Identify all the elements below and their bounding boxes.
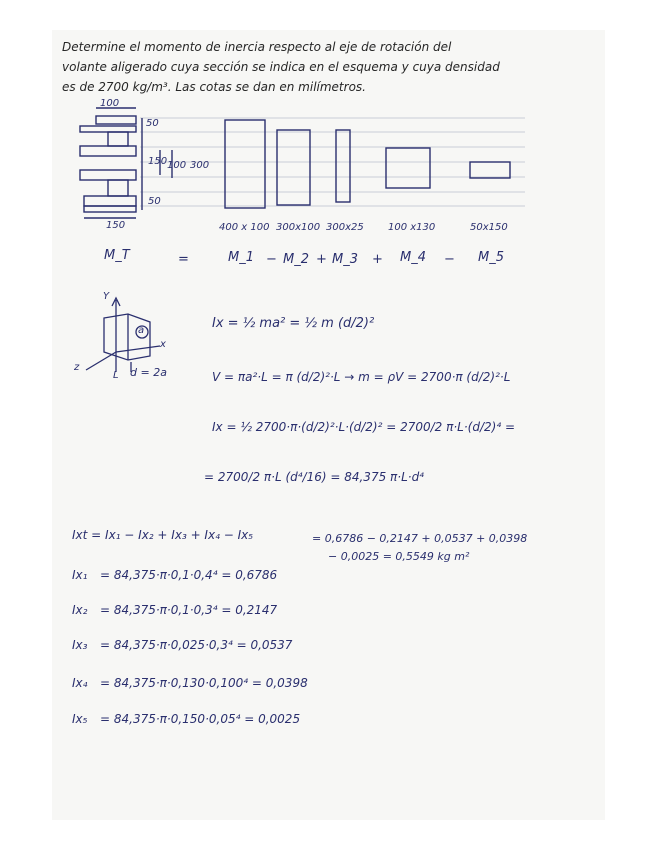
problem-line-2: volante aligerado cuya sección se indica en el esquema y cuya densidad (62, 60, 500, 74)
dim-bottom-width: 150 (106, 220, 126, 231)
axis-z-label: z (74, 362, 80, 373)
moment-op3: + (372, 252, 383, 267)
length-L-label: L (113, 370, 119, 381)
derivation-eq-4: = 2700/2 π·L (d⁴/16) = 84,375 π·L·d⁴ (204, 470, 424, 484)
component-4-label: Ix₄ (72, 676, 88, 690)
dim-top-width: 100 (100, 98, 120, 109)
moment-m1: M_1 (228, 250, 254, 265)
problem-line-3: es de 2700 kg/m³. Las cotas se dan en milímetros. (62, 80, 366, 94)
derivation-eq-3: Ix = ½ 2700·π·(d/2)²·L·(d/2)² = 2700/2 π·L·(d/2)⁴ = (212, 420, 516, 434)
component-2-label: Ix₂ (72, 603, 88, 617)
component-1-label: Ix₁ (72, 568, 88, 582)
rect-label-2: 300x100 (276, 222, 321, 233)
component-5-label: Ix₅ (72, 712, 88, 726)
component-1-expr: = 84,375·π·0,1·0,4⁴ = 0,6786 (100, 568, 278, 582)
component-3-label: Ix₃ (72, 638, 88, 652)
dim-flange-top: 50 (146, 118, 159, 129)
dim-web-gap: 150 (148, 156, 168, 167)
component-4-expr: = 84,375·π·0,130·0,100⁴ = 0,0398 (100, 676, 308, 690)
dim-inner-height: 100 (167, 160, 187, 171)
moment-m3: M_3 (332, 252, 358, 267)
rect-label-1: 400 x 100 (219, 222, 270, 233)
total-values-line-1: = 0,6786 − 0,2147 + 0,0537 + 0,0398 (312, 532, 528, 545)
axis-y-label: Y (103, 291, 110, 302)
radius-a-label: a (138, 325, 145, 336)
rect-label-4: 100 x130 (388, 222, 436, 233)
component-5-expr: = 84,375·π·0,150·0,05⁴ = 0,0025 (100, 712, 301, 726)
component-3-expr: = 84,375·π·0,025·0,3⁴ = 0,0537 (100, 638, 293, 652)
moment-total: M_T (104, 248, 130, 263)
total-values-line-2: − 0,0025 = 0,5549 kg m² (328, 550, 470, 563)
derivation-eq-2: V = πa²·L = π (d/2)²·L → m = ρV = 2700·π (d/2)²·L (212, 370, 511, 384)
dim-total-height: 300 (190, 160, 210, 171)
diameter-label: d = 2a (130, 366, 167, 379)
moment-m5: M_5 (478, 250, 504, 265)
moment-op1: − (266, 252, 277, 267)
x-axis-line (116, 346, 160, 352)
dim-flange-bottom: 50 (148, 196, 161, 207)
derivation-eq-1: Ix = ½ ma² = ½ m (d/2)² (212, 316, 375, 331)
moment-op4: − (444, 252, 455, 267)
total-sum-line: Ixt = Ix₁ − Ix₂ + Ix₃ + Ix₄ − Ix₅ (72, 528, 254, 542)
moment-m2: M_2 (283, 252, 309, 267)
moment-eq: = (178, 252, 189, 267)
rect-label-5: 50x150 (470, 222, 508, 233)
problem-line-1: Determine el momento de inercia respecto al eje de rotación del (62, 40, 452, 54)
moment-m4: M_4 (400, 250, 426, 265)
moment-op2: + (316, 252, 327, 267)
rect-label-3: 300x25 (326, 222, 364, 233)
cylinder-body (104, 314, 150, 360)
axis-x-label: x (160, 339, 166, 350)
component-2-expr: = 84,375·π·0,1·0,3⁴ = 0,2147 (100, 603, 278, 617)
